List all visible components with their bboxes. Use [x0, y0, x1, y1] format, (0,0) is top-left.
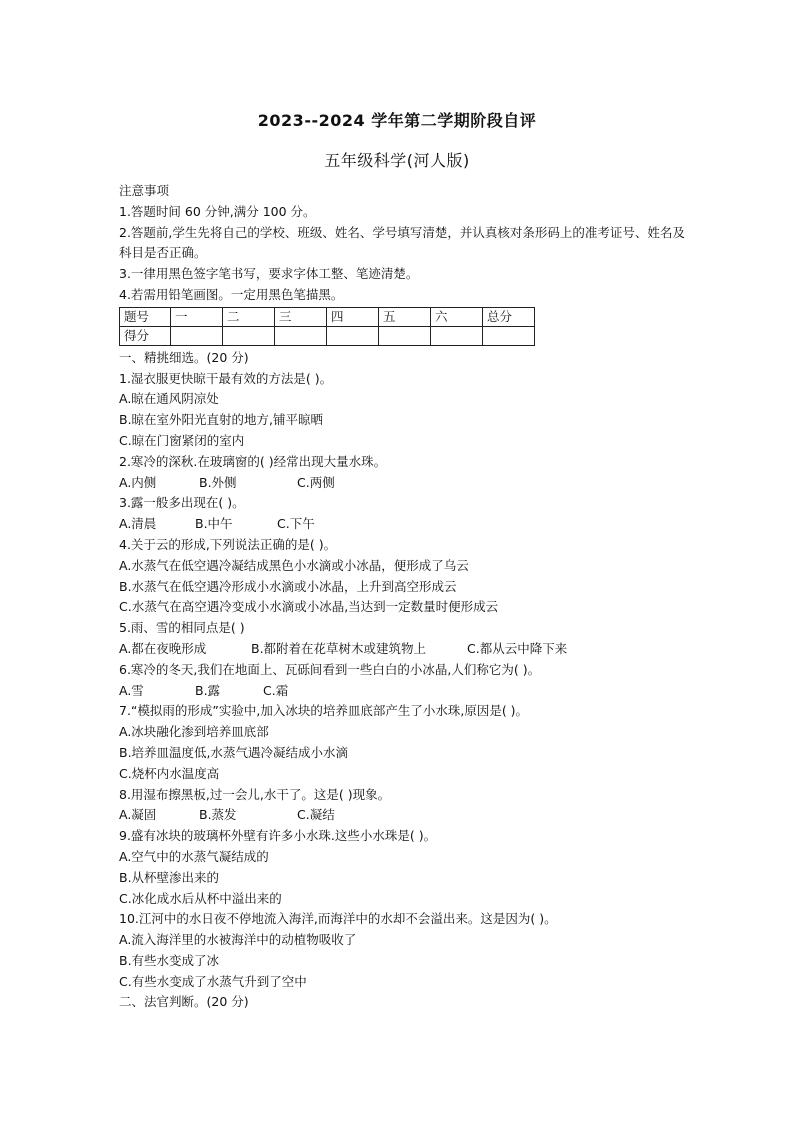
score-input-cell: [379, 326, 431, 345]
section-heading: 二、法官判断。(20 分): [119, 994, 249, 1010]
question: 1.湿衣服更快晾干最有效的方法是( )。: [119, 370, 333, 386]
section-heading: 一、精挑细选。(20 分): [119, 349, 249, 365]
score-input-cell: [327, 326, 379, 345]
option-row: [119, 639, 689, 660]
score-table-cell: 总分: [483, 307, 535, 326]
option: C.两侧: [297, 474, 335, 490]
option: B.都附着在花草树木或建筑物上: [251, 640, 427, 656]
question: 10.江河中的水日夜不停地流入海洋,而海洋中的水却不会溢出来。这是因为( )。: [119, 911, 557, 927]
exam-subtitle: 五年级科学(河人版): [324, 151, 470, 170]
exam-content: [119, 181, 689, 1013]
option: A.水蒸气在低空遇冷凝结成黑色小水滴或小冰晶，便形成了乌云: [119, 557, 469, 573]
notice-item: 3.一律用黑色签字笔书写，要求字体工整、笔迹清楚。: [119, 266, 419, 282]
notice-item: 1.答题时间 60 分钟,满分 100 分。: [119, 203, 316, 219]
question: 6.寒冷的冬天,我们在地面上、瓦砾间看到一些白白的小冰晶,人们称它为( )。: [119, 661, 541, 677]
option: A.空气中的水蒸气凝结成的: [119, 848, 269, 864]
score-input-cell: [431, 326, 483, 345]
question: 2.寒冷的深秋.在玻璃窗的( )经常出现大量水珠。: [119, 453, 387, 469]
score-input-cell: [275, 326, 327, 345]
option-row: [119, 805, 689, 826]
option: A.冰块融化渗到培养皿底部: [119, 724, 269, 740]
score-table-cell: 二: [223, 307, 275, 326]
score-input-cell: [223, 326, 275, 345]
question: 8.用湿布擦黑板,过一会儿,水干了。这是( )现象。: [119, 786, 391, 802]
option: C.凝结: [297, 807, 335, 823]
option: C.冰化成水后从杯中溢出来的: [119, 890, 282, 906]
option: C.晾在门窗紧闭的室内: [119, 432, 245, 448]
option: B.外侧: [199, 474, 237, 490]
question: 9.盛有冰块的玻璃杯外壁有许多小水珠.这些小水珠是( )。: [119, 828, 437, 844]
score-table: [119, 307, 535, 346]
score-table-score-row: [120, 326, 535, 345]
option: C.都从云中降下来: [467, 640, 568, 656]
option: A.都在夜晚形成: [119, 640, 207, 656]
option: C.有些水变成了水蒸气升到了空中: [119, 973, 307, 989]
option: B.培养皿温度低,水蒸气遇冷凝结成小水滴: [119, 744, 349, 760]
option: A.凝固: [119, 807, 157, 823]
score-table-cell: 三: [275, 307, 327, 326]
option: C.下午: [277, 516, 315, 532]
option: B.蒸发: [199, 807, 237, 823]
score-table-cell: 一: [171, 307, 223, 326]
option: A.清晨: [119, 516, 157, 532]
exam-title: 2023--2024 学年第二学期阶段自评: [257, 111, 537, 130]
option: A.雪: [119, 682, 144, 698]
option: A.流入海洋里的水被海洋中的动植物吸收了: [119, 932, 357, 948]
option-row: [119, 473, 689, 494]
option: C.水蒸气在高空遇冷变成小水滴或小冰晶,当达到一定数量时便形成云: [119, 599, 499, 615]
option: B.水蒸气在低空遇冷形成小水滴或小冰晶，上升到高空形成云: [119, 578, 457, 594]
option-row: [119, 681, 689, 702]
option: C.烧杯内水温度高: [119, 765, 220, 781]
score-input-cell: [483, 326, 535, 345]
question: 4.关于云的形成,下列说法正确的是( )。: [119, 536, 337, 552]
score-input-cell: [171, 326, 223, 345]
notice-item: 2.答题前,学生先将自己的学校、班级、姓名、学号填写清楚，并认真核对条形码上的准考证号、姓名及科目是否正确。: [119, 224, 685, 261]
score-table-cell: 得分: [120, 326, 171, 345]
option-row: [119, 514, 689, 535]
score-table-cell: 六: [431, 307, 483, 326]
option: A.晾在通风阴凉处: [119, 391, 219, 407]
option: A.内侧: [119, 474, 157, 490]
score-table-cell: 题号: [120, 307, 171, 326]
question: 3.露一般多出现在( )。: [119, 495, 245, 511]
notice-item: 4.若需用铅笔画图。一定用黑色笔描黑。: [119, 286, 344, 302]
option: B.晾在室外阳光直射的地方,铺平晾晒: [119, 412, 324, 428]
option: C.霜: [263, 682, 289, 698]
option: B.露: [195, 682, 221, 698]
question: 7.“模拟雨的形成”实验中,加入冰块的培养皿底部产生了小水珠,原因是( )。: [119, 703, 529, 719]
option: B.中午: [195, 516, 233, 532]
score-table-cell: 四: [327, 307, 379, 326]
score-table-cell: 五: [379, 307, 431, 326]
score-table-header-row: [120, 307, 535, 326]
question: 5.雨、雪的相同点是( ): [119, 620, 245, 636]
option: B.有些水变成了冰: [119, 952, 220, 968]
option: B.从杯壁渗出来的: [119, 869, 220, 885]
notice-heading: 注意事项: [119, 183, 170, 198]
